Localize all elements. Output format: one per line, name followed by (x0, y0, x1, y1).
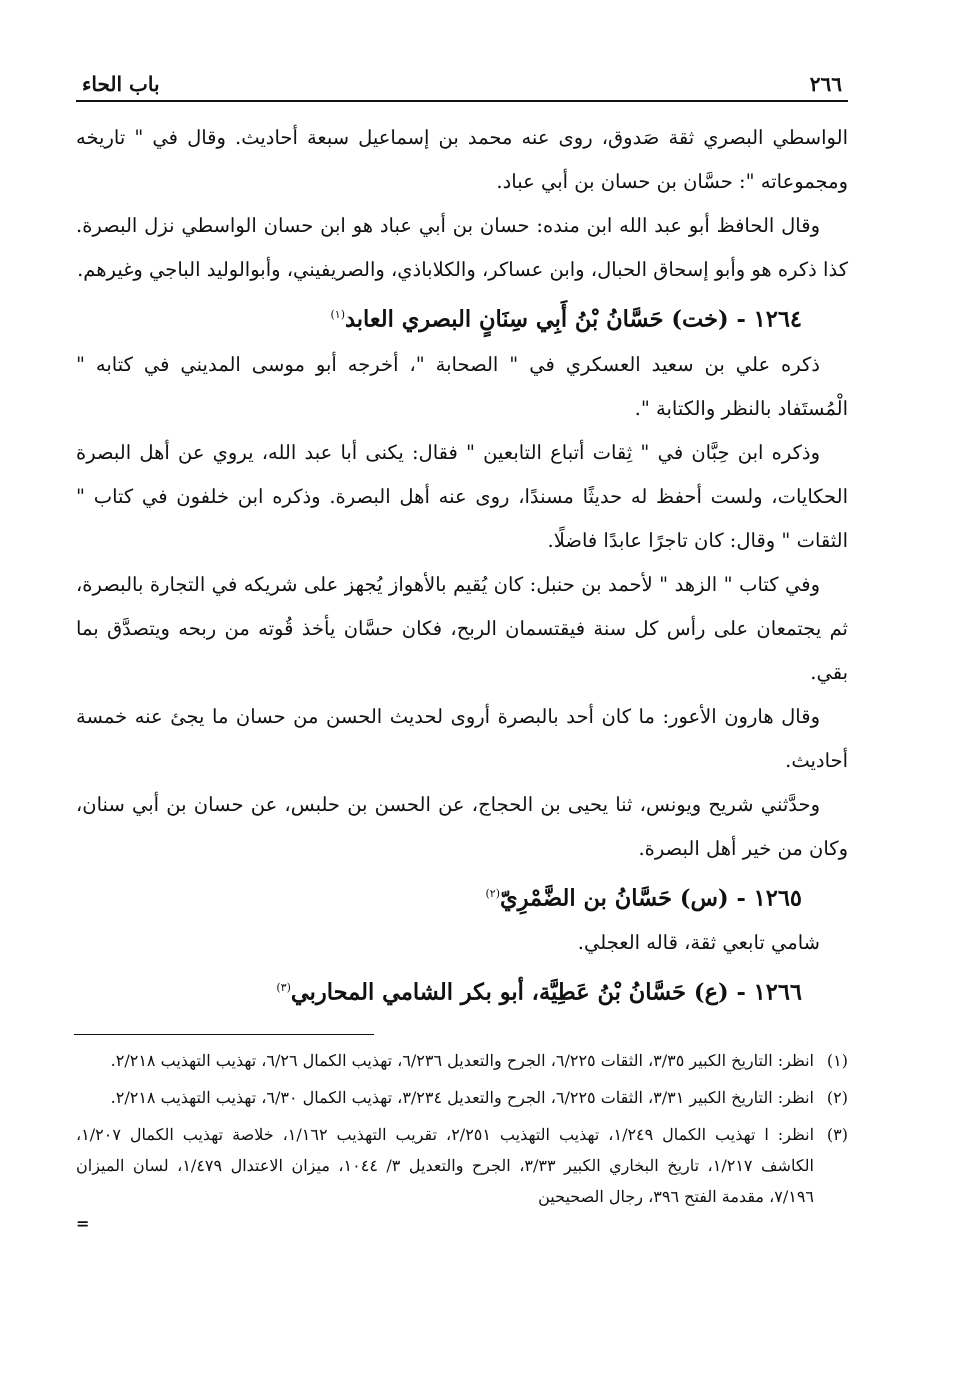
footnote-text: انظر: التاريخ الكبير ٣/٣٥، الثقات ٦/٢٢٥، الجرح والتعديل ٦/٢٣٦، تهذيب الكمال ٦/٢٦، تهذيب التهذيب ٢/٢١٨. (110, 1050, 814, 1070)
paragraph: شامي تابعي ثقة، قاله العجلي. (577, 931, 820, 954)
entry-title: ١٢٦٦ - (ع) حَسَّانُ بْنُ عَطِيَّة، أبو بكر الشامي المحاربي (290, 979, 802, 1006)
footnote (76, 1082, 848, 1113)
footnote-number: (١) (826, 1050, 848, 1070)
entry-heading (76, 292, 848, 343)
footnotes (76, 1045, 848, 1233)
footnote (76, 1119, 848, 1212)
footnote-ref: (٣) (276, 981, 291, 994)
footnote-text: انظر: ا تهذيب الكمال ١/٢٤٩، تهذيب التهذيب ٢/٢٥١، تقريب التهذيب ١/١٦٢، خلاصة تهذيب الكمال ١/٢٠٧، الكاشف ١/٢١٧، تاريخ البخاري الكبير ٣/٣٣، الجرح والتعديل ٣/ ١٠٤٤، ميزان الاعتدال ١/٤٧٩، لسان الميزان ٧/١٩٦، مقدمة الفتح ٣٩٦، رجال الصحيحين (76, 1124, 815, 1206)
page-number: ٢٦٦ (809, 72, 842, 96)
continuation-mark: = (76, 1213, 90, 1233)
page-header (76, 60, 848, 96)
entry-heading (76, 965, 848, 1016)
footnote-divider (74, 1034, 374, 1035)
paragraph: وفي كتاب " الزهد " لأحمد بن حنبل: كان يُقيم بالأهواز يُجهز على شريكه في التجارة بالبصرة، ثم يجتمعان على رأس كل سنة فيقتسمان الربح، فكان حسَّان يأخذ قُوته من ربحه ويتصدَّق بما بقي. (76, 572, 848, 684)
entry-heading (76, 871, 848, 922)
paragraph: وقال الحافظ أبو عبد الله ابن منده: حسان بن أبي عباد هو ابن حسان الواسطي نزل البصرة. كذا ذكره هو وأبو إسحاق الحبال، وابن عساكر، والكلاباذي، والصريفيني، وأبوالوليد الباجي وغيرهم. (76, 214, 848, 281)
footnote-ref: (٢) (485, 886, 500, 900)
header-divider (76, 100, 848, 102)
footnote-text: انظر: التاريخ الكبير ٣/٣١، الثقات ٦/٢٢٥، الجرح والتعديل ٣/٢٣٤، تهذيب الكمال ٦/٣٠، تهذيب التهذيب ٢/٢١٨. (110, 1087, 814, 1107)
footnote-ref: (١) (330, 308, 345, 321)
book-page (76, 60, 848, 1360)
entry-title: ١٢٦٤ - (خت) حَسَّانُ بْنُ أَبِي سِنَانٍ البصري العابد (344, 306, 802, 333)
footnote-number: (٣) (826, 1124, 848, 1144)
chapter-title: باب الحاء (82, 72, 160, 96)
paragraph: الواسطي البصري ثقة صَدوق، روى عنه محمد بن إسماعيل سبعة أحاديث. وقال في " تاريخه ومجموعاته ": حسَّان بن حسان بن أبي عباد. (76, 126, 848, 193)
paragraph: وذكره ابن حِبَّان في " ثِقات أتباع التابعين " فقال: يكنى أبا عبد الله، يروي عن أهل البصرة الحكايات، ولست أحفظ له حديثًا مسندًا، روى عنه أهل البصرة. وذكره ابن خلفون في كتاب " الثقات " وقال: كان تاجرًا عابدًا فاضلًا. (76, 440, 848, 552)
entry-title: ١٢٦٥ - (س) حَسَّانُ بن الضَّمْرِيّ (499, 885, 802, 911)
main-text (76, 116, 848, 1016)
paragraph: ذكره علي بن سعيد العسكري في " الصحابة "، أخرجه أبو موسى المديني في كتابه " الْمُستَفاد بالنظر والكتابة ". (76, 352, 848, 420)
footnote (76, 1045, 848, 1076)
footnote-number: (٢) (826, 1087, 848, 1107)
paragraph: وقال هارون الأعور: ما كان أحد بالبصرة أروى لحديث الحسن من حسان ما يجئ عنه خمسة أحاديث. (76, 704, 848, 772)
paragraph: وحدَّثني شريح ويونس، ثنا يحيى بن الحجاج، عن الحسن بن حلبس، عن حسان بن أبي سنان، وكان من خير أهل البصرة. (76, 792, 848, 860)
